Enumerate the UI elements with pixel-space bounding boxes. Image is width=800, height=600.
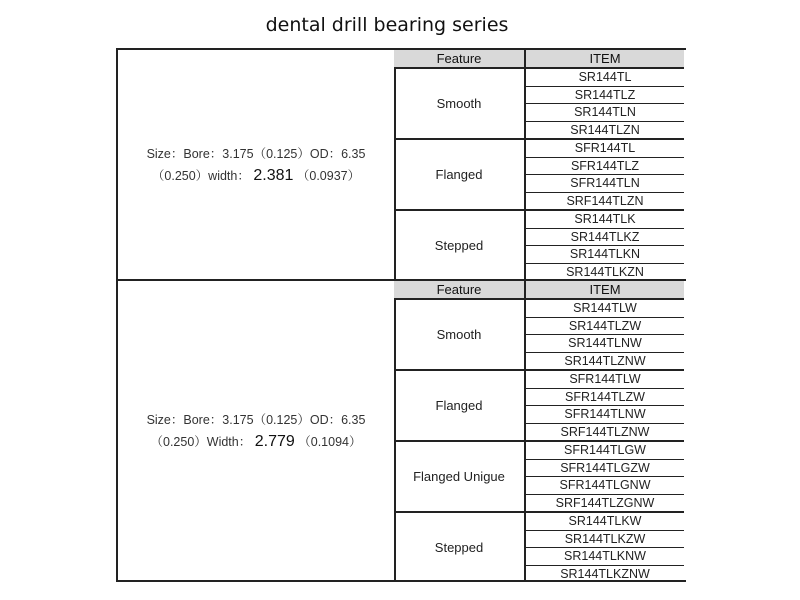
size-line-1: Size：Bore：3.175（0.125）OD：6.35	[146, 412, 366, 427]
item-header: ITEM	[589, 51, 621, 66]
feature-label: Stepped	[394, 513, 526, 582]
item-cell: SFR144TLZW	[526, 389, 684, 407]
item-cell: SR144TLNW	[526, 335, 684, 353]
item-cell: SR144TL	[526, 69, 684, 87]
item-cell: SR144TLZW	[526, 318, 684, 336]
item-cell: SR144TLKZNW	[560, 566, 650, 581]
item-cell: SFR144TLN	[526, 175, 684, 193]
feature-group	[394, 442, 684, 513]
table-header	[394, 281, 684, 300]
item-cell: SR144TLKN	[526, 246, 684, 264]
item-cell: SR144TLZN	[570, 122, 640, 137]
width-value: 2.381	[253, 166, 294, 184]
size-line-2	[151, 431, 362, 453]
item-list	[526, 513, 684, 582]
feature-label: Stepped	[394, 211, 526, 280]
page-title: dental drill bearing series	[265, 14, 509, 36]
feature-group	[394, 69, 684, 140]
feature-group	[394, 140, 684, 211]
item-list	[526, 211, 684, 280]
width-value: 2.779	[254, 432, 295, 450]
size-line-2-prefix: （0.250）Width：	[150, 434, 252, 449]
feature-label: Smooth	[394, 69, 526, 138]
item-cell: SR144TLKNW	[526, 548, 684, 566]
item-cell: SR144TLKZW	[526, 531, 684, 549]
item-cell: SR144TLKW	[526, 513, 684, 531]
item-list	[526, 371, 684, 440]
feature-group	[394, 211, 684, 280]
feature-group	[394, 371, 684, 442]
size-line-2	[152, 165, 360, 187]
item-cell: SR144TLK	[526, 211, 684, 229]
feature-label: Smooth	[394, 300, 526, 369]
item-cell: SR144TLZNW	[564, 353, 646, 368]
feature-group	[394, 300, 684, 371]
feature-item-table	[394, 281, 684, 582]
item-cell: SFR144TLGW	[526, 442, 684, 460]
item-cell: SRF144TLZNW	[560, 424, 650, 439]
item-list	[526, 140, 684, 209]
item-cell: SRF144TLZN	[566, 193, 644, 208]
table-header	[394, 50, 684, 69]
size-line-1: Size：Bore：3.175（0.125）OD：6.35	[146, 146, 366, 161]
item-list	[526, 69, 684, 138]
size-cell	[116, 50, 396, 279]
item-cell: SR144TLKZ	[526, 229, 684, 247]
feature-label: Flanged Unigue	[394, 442, 526, 511]
feature-header: Feature	[394, 281, 526, 298]
item-cell: SFR144TLGNW	[526, 477, 684, 495]
size-line-2-prefix: （0.250）width：	[151, 168, 250, 183]
item-cell: SFR144TL	[526, 140, 684, 158]
feature-header: Feature	[394, 50, 526, 67]
item-list	[526, 442, 684, 511]
size-line-2-suffix: （0.1094）	[298, 434, 362, 449]
feature-group	[394, 513, 684, 582]
size-line-2-suffix: （0.0937）	[296, 168, 361, 183]
spec-block-2	[116, 279, 686, 582]
feature-item-table	[394, 50, 684, 280]
item-list	[526, 300, 684, 369]
item-cell: SFR144TLW	[526, 371, 684, 389]
item-cell: SFR144TLNW	[526, 406, 684, 424]
item-cell: SR144TLZ	[526, 87, 684, 105]
size-cell	[116, 281, 396, 580]
item-cell: SR144TLW	[526, 300, 684, 318]
spec-block-1	[116, 48, 686, 279]
item-cell: SFR144TLZ	[526, 158, 684, 176]
feature-label: Flanged	[394, 140, 526, 209]
item-header: ITEM	[589, 282, 621, 297]
item-cell: SR144TLN	[526, 104, 684, 122]
item-cell: SR144TLKZN	[566, 264, 644, 279]
item-cell: SFR144TLGZW	[526, 460, 684, 478]
feature-label: Flanged	[394, 371, 526, 440]
item-cell: SRF144TLZGNW	[555, 495, 655, 510]
bearing-spec-sheet	[116, 48, 686, 582]
